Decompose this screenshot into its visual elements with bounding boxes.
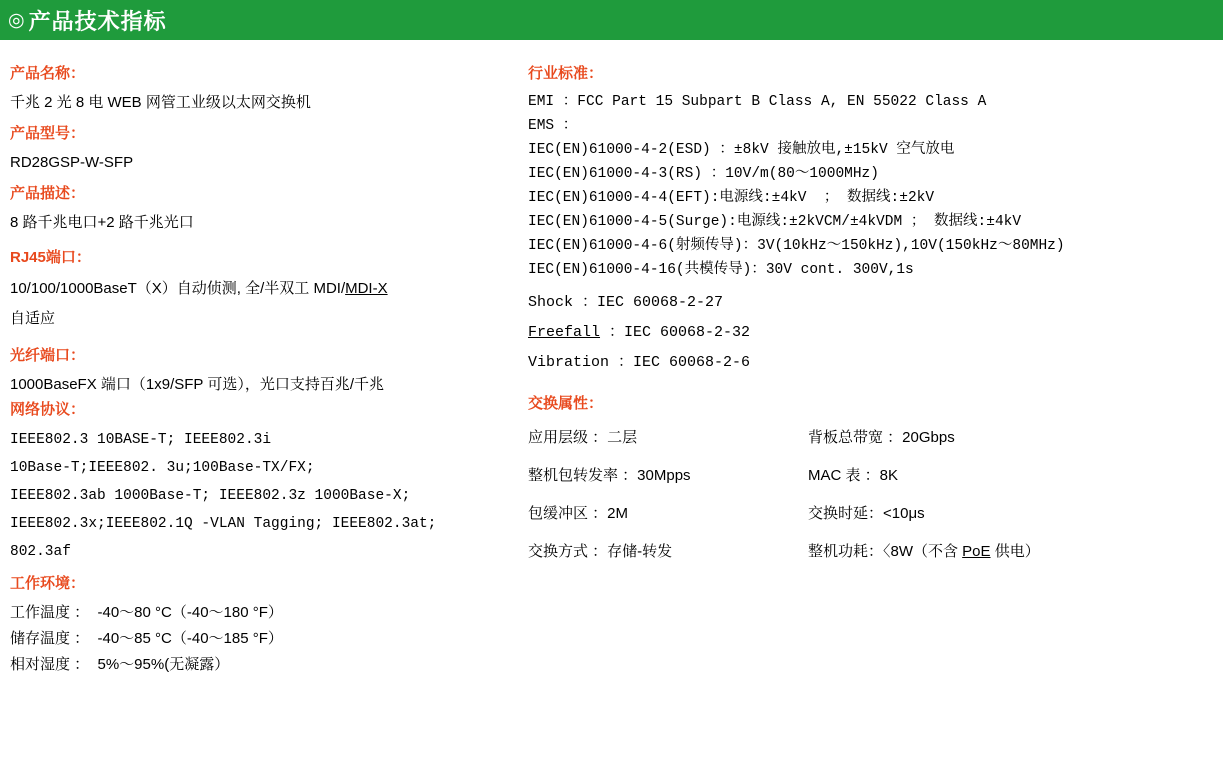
industry-standard-line: EMS ： (528, 118, 578, 134)
industry-standard-block (528, 64, 1208, 378)
product-desc-label: 产品描述： (10, 185, 86, 202)
industry-standard-line: IEC(EN)61000-4-3(RS) ：10V/m(80～1000MHz) (528, 166, 879, 182)
environment-line: 储存温度 ： -40～85 °C（-40～185 °F） (10, 630, 283, 647)
product-model-block (10, 124, 510, 176)
fiber-block (10, 346, 510, 398)
protocol-block (10, 400, 510, 566)
industry-standard-line: IEC(EN)61000-4-4(EFT):电源线:±4kV ； 数据线:±2kV (528, 190, 935, 206)
page-header (0, 0, 1223, 40)
rj45-value-a: 10/100/1000BaseT（X）自动侦测, 全/半双工 MDI/ (10, 280, 346, 297)
industry-standard-label: 行业标准： (528, 65, 604, 82)
switch-attributes-block (528, 394, 1208, 566)
industry-standard-line: IEC(EN)61000-4-2(ESD) ：±8kV 接触放电,±15kV 空气放电 (528, 142, 955, 158)
rj45-value-line1 (10, 274, 510, 304)
freefall-rest: ：IEC 60068-2-32 (600, 324, 751, 341)
environment-block (10, 574, 510, 678)
left-column (10, 64, 510, 680)
switch-attributes-grid (528, 424, 1208, 566)
environment-line: 工作温度 ： -40～80 °C（-40～180 °F） (10, 604, 283, 621)
attr-left: 包缓冲区 ：2M (528, 505, 629, 522)
page-title: 产品技术指标 (28, 8, 167, 34)
attr-left: 交换方式 ：存储-转发 (528, 543, 673, 560)
circle-target-icon: ◎ (8, 9, 25, 31)
attr-right-pre: 整机功耗：〈8W（不含 (808, 543, 963, 560)
product-name-block (10, 64, 510, 116)
protocol-line: IEEE802.3x;IEEE802.1Q -VLAN Tagging; IEEE802.3at; (10, 516, 437, 532)
rj45-block (10, 248, 510, 334)
rj45-value-b: MDI-X (345, 280, 388, 297)
product-name-label: 产品名称： (10, 65, 86, 82)
product-model-value: RD28GSP-W-SFP (10, 154, 134, 171)
attr-right-word: PoE (962, 543, 991, 560)
product-desc-value: 8 路千兆电口+2 路千兆光口 (10, 214, 194, 231)
industry-standard-line: IEC(EN)61000-4-5(Surge):电源线:±2kVCM/±4kVDM ； 数据线:±4kV (528, 214, 1022, 230)
protocol-line: IEEE802.3 10BASE-T; IEEE802.3i (10, 432, 272, 448)
attr-right-post: 供电） (990, 543, 1040, 560)
environment-line: 相对湿度 ： 5%～95%(无凝露） (10, 656, 230, 673)
attr-left: 整机包转发率 ：30Mpps (528, 467, 691, 484)
attr-right: MAC 表 ：8K (808, 467, 899, 484)
rj45-value-line2: 自适应 (10, 310, 56, 327)
content-columns (0, 40, 1223, 782)
industry-standard-line: EMI ：FCC Part 15 Subpart B Class A, EN 55022 Class A (528, 94, 987, 110)
protocol-line: 10Base-T;IEEE802. 3u;100Base-TX/FX; (10, 460, 315, 476)
product-desc-block (10, 184, 510, 236)
industry-standard-line: IEC(EN)61000-4-16(共模传导)：30V cont. 300V,1s (528, 262, 914, 278)
attr-left: 应用层级 ：二层 (528, 429, 638, 446)
industry-standard-line: IEC(EN)61000-4-6(射频传导)：3V(10kHz～150kHz),10V(150kHz～80MHz) (528, 238, 1065, 254)
product-model-label: 产品型号： (10, 125, 86, 142)
vibration-line: Vibration ：IEC 60068-2-6 (528, 354, 751, 371)
environment-label: 工作环境： (10, 575, 86, 592)
shock-line: Shock ：IEC 60068-2-27 (528, 294, 724, 311)
attr-right: 背板总带宽 ：20Gbps (808, 429, 955, 446)
attr-right: 交换时延：<10μs (808, 505, 925, 522)
product-name-value: 千兆 2 光 8 电 WEB 网管工业级以太网交换机 (10, 94, 311, 111)
freefall-word: Freefall (528, 324, 601, 341)
attr-right (808, 538, 1208, 566)
switch-attributes-label: 交换属性： (528, 395, 604, 412)
rj45-label: RJ45端口： (10, 249, 91, 266)
fiber-value: 1000BaseFX 端口（1x9/SFP 可选），光口支持百兆/千兆 (10, 376, 384, 393)
right-column (528, 64, 1208, 568)
freefall-line (528, 318, 1208, 348)
protocol-line: 802.3af (10, 544, 71, 560)
protocol-line: IEEE802.3ab 1000Base-T; IEEE802.3z 1000Base-X; (10, 488, 411, 504)
protocol-label: 网络协议： (10, 401, 86, 418)
fiber-label: 光纤端口： (10, 347, 86, 364)
